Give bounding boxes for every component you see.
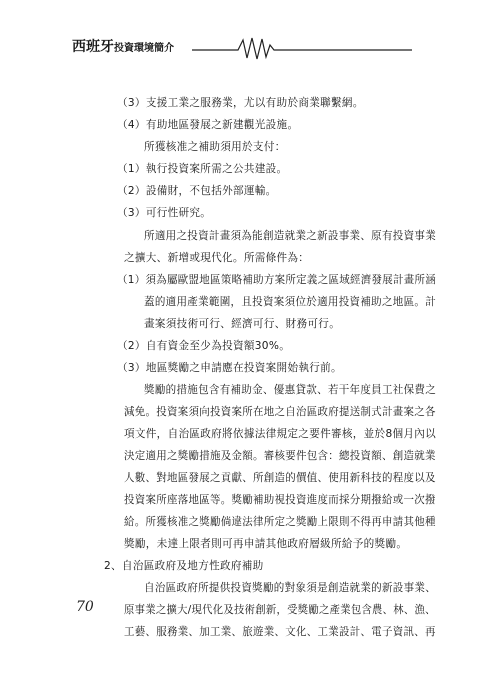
body-line: 獎勵，未達上限者則可再申請其他政府層級所給予的獎勵。 bbox=[124, 538, 408, 550]
body-line: （3）可行性研究。 bbox=[117, 207, 212, 219]
body-line: （4）有助地區發展之新建觀光設施。 bbox=[117, 119, 299, 131]
body-line: （3）地區獎勵之申請應在投資案開始執行前。 bbox=[117, 362, 342, 374]
page-number: 70 bbox=[76, 599, 94, 615]
body-line: 所獲核准之補助須用於支付： bbox=[144, 141, 286, 153]
body-line: 減免。投資案須向投資案所在地之自治區政府提送制式計畫案之各 bbox=[124, 406, 436, 418]
body-line: 自治區政府所提供投資獎勵的對象須是創造就業的新設事業、 bbox=[144, 582, 437, 594]
body-line: 所適用之投資計畫須為能創造就業之新設事業、原有投資事業 bbox=[144, 230, 437, 242]
body-line: （1）須為屬歐盟地區策略補助方案所定義之區域經濟發展計畫所涵 bbox=[117, 274, 437, 286]
header-title-main: 西班牙 bbox=[72, 39, 114, 55]
body-line: （1）執行投資案所需之公共建設。 bbox=[117, 163, 288, 175]
section-heading: 2、自治區政府及地方性政府補助 bbox=[104, 560, 264, 572]
body-line: 投資案所座落地區等。獎勵補助視投資進度而採分期撥給或一次撥 bbox=[124, 494, 436, 506]
body-line: 項文件，自治區政府將依據法律規定之要件審核，並於8個月內以 bbox=[124, 428, 437, 440]
body-line: 之擴大、新增或現代化。所需條件為： bbox=[124, 252, 310, 264]
header-title-sub: 投資環境簡介 bbox=[114, 43, 174, 54]
body-line: （2）自有資金至少為投資額30%。 bbox=[117, 340, 291, 352]
body-line: 工藝、服務業、加工業、旅遊業、文化、工業設計、電子資訊、再 bbox=[124, 626, 436, 638]
body-line: 給。所獲核准之獎勵倘違法律所定之獎勵上限則不得再申請其他種 bbox=[124, 516, 436, 528]
body-line: （2）設備財，不包括外部運輸。 bbox=[117, 185, 277, 197]
body-line: 畫案須技術可行、經濟可行、財務可行。 bbox=[144, 318, 341, 330]
body-line: 決定適用之獎勵措施及金額。審核要件包含：總投資額、創造就業 bbox=[124, 450, 436, 462]
body-line: （3）支援工業之服務業，尤以有助於商業聯繫網。 bbox=[117, 97, 364, 109]
body-line: 獎勵的措施包含有補助金、優惠貸款、若干年度員工社保費之 bbox=[144, 384, 437, 396]
body-line: 蓋的適用產業範圍，且投資案須位於適用投資補助之地區。計 bbox=[144, 296, 437, 308]
body-line: 原事業之擴大/現代化及技術創新，受獎勵之產業包含農、林、漁、 bbox=[124, 604, 436, 616]
body-line: 人數、對地區發展之貢獻、所創造的價值、使用新科技的程度以及 bbox=[124, 472, 436, 484]
